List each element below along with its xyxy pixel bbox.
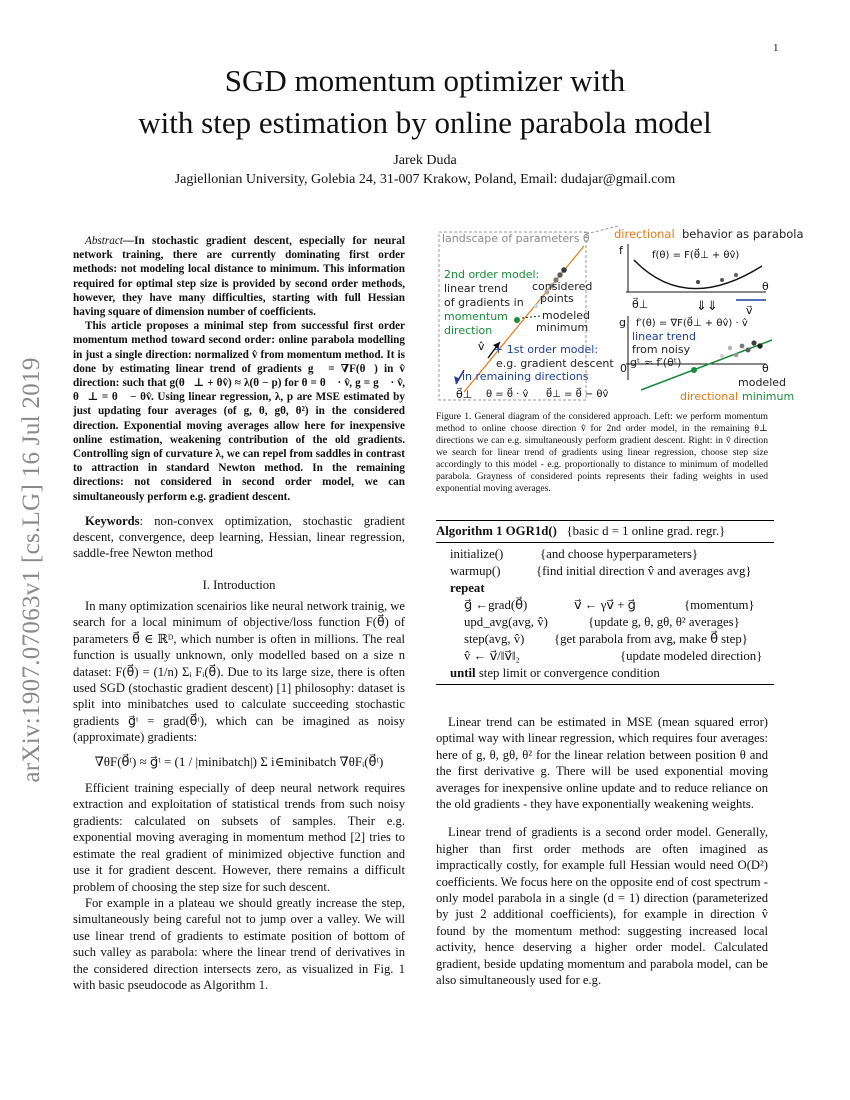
algo-line-initialize: initialize() {and choose hyperparameters} — [450, 547, 698, 561]
algo-line-step: step(avg, v̂) {get parabola from avg, make θ⃗ step} — [464, 632, 748, 646]
abstract-paragraph-1: —In stochastic gradient descent, especially for neural network training, there are currently dominating first order methods: not modeling local distance to minimum. This information required for optimal step size is provided by second order methods, however, they have many difficulties, starting with full Hessian having square of dimension number of coefficients. — [73, 235, 405, 319]
keywords-text: : non-convex optimization, stochastic gradient descent, convergence, deep learning, Hessian, linear regression, saddle-free Newton method — [73, 514, 405, 560]
second-order-line-2: linear trend — [444, 282, 508, 295]
considered-point — [561, 267, 567, 273]
landscape-label: landscape of parameters θ⃗ — [442, 232, 590, 245]
paper-title-line-1: SGD momentum optimizer with — [224, 63, 626, 98]
considered-label-2: points — [540, 292, 574, 305]
intro-paragraph-3: For example in a plateau we should greatly increase the step, simultaneously being careful not to jump over a valley. We will use linear trend of gradients to estimate position of bottom of such valley as parabola: where the linear trend of derivatives in the considered direction intersects zero, as visualized in Fig. 1 with basic pseudocode as Algorithm 1. — [73, 895, 405, 992]
direction-word: direction — [444, 324, 493, 337]
considered-label-1: considered — [532, 280, 593, 293]
right-paragraph-1: Linear trend can be estimated in MSE (mean squared error) optimal way with linear regression, which requires four averages: here of g, θ, gθ, θ² for the linear relation between position θ and the first derivative g. There will be used exponential moving averages for inexpensive online update and to reduce reliance on the old gradients - they have exponentially weakening weights. — [436, 715, 768, 812]
modeled-minimum-point — [514, 317, 520, 323]
parabola-point — [720, 278, 724, 282]
theta-perp-small: θ⃗⊥ — [632, 298, 649, 311]
directional-minimum-point — [691, 367, 697, 373]
linear-trend-label-1: linear trend — [632, 330, 696, 343]
intro-paragraph-2: Efficient training especially of deep neural network requires extraction and exploitation of statistical trends from such noisy gradients: calculated on subsets of samples. Their e.g. exponential moving averaging in momentum method [2] tries to estimate the real gradient of minimized objective function and use it for gradient descent. However, there remains a difficult problem of choosing the step size for such descent. — [73, 781, 405, 894]
theta-axis-label: θ — [762, 280, 769, 293]
intro-paragraph-1: In many optimization scenairios like neural network trainig, we search for a local minimum of objective/loss function F(θ⃗) of parameters θ⃗ ∈ ℝᴰ, which number is often in millions. The real function is usually unknown, only modelled based on a size n dataset: F(θ⃗) = (1/n) Σᵢ Fᵢ(θ⃗). Due to its large size, there is often used SGD (stochastic gradient descent) [1] philosophy: dataset is split into minibatches used to calculate succeeding stochastic gradients g⃗ᵗ = grad(θ⃗ᵗ), which can be imagined as noisy (approximate) gradients: — [73, 599, 405, 745]
right-paragraph-2: Linear trend of gradients is a second order model. Generally, higher than first order methods are often imagined as impractically costly, for example full Hessian would need O(D²) coefficients. We focus here on the opposite end of cost spectrum - only model parabola in a single (d = 1) direction (parameterized by just 2 additional coefficients), for example in direction v̂ found by the momentum method: suggesting increased local activity, hence deserving a higher order model. Calculated gradient, beside updating momentum and parabola model, can be also simultaneously used for e.g. — [436, 825, 768, 988]
gradient-point — [740, 344, 745, 349]
modeled-label-1: modeled — [542, 309, 591, 322]
abstract-paragraph-2: This article proposes a minimal step from successful first order momentum method toward second order: online parabola modelling in just a single direction: normalized v̂ from momentum method. It is done by estimating linear trend of gradients g⃗ = ∇F(θ⃗) in v̂ direction: such that g(θ⃗⊥ + θv̂) ≈ λ(θ − p) for θ = θ⃗ · v̂, g = g⃗ · v̂, θ⃗⊥ = θ⃗ − θv̂. Using linear regression, λ, p are MSE estimated by just updating four averages (of g, θ, gθ, θ²) in the considered direction. Exponential moving averages allow here for inexpensive online estimation, weakening contribution of the old gradients. Controlling sign of curvature λ, we can repel from saddles in contrast to attraction in standard Newton method. In the remaining directions: not considered in second order model, we can simultaneously perform e.g. gradient descent. — [73, 320, 405, 503]
section-heading: I. Introduction — [202, 578, 276, 592]
right-column-text — [436, 714, 768, 989]
v-vec-label: v⃗ — [746, 304, 753, 317]
theta-perp-label: θ⃗⊥ — [456, 388, 473, 401]
implication-arrows: ⇓⇓ — [696, 299, 718, 314]
parabola-curve — [634, 260, 762, 289]
second-order-title: 2nd order model: — [444, 268, 540, 281]
momentum-word: momentum — [444, 310, 508, 323]
affiliation: Jagiellonian University, Golebia 24, 31-007 Krakow, Poland, Email: dudajar@gmail.com — [174, 172, 676, 187]
theta-perp-definition: θ⃗⊥ = θ⃗ − θv̂ — [546, 389, 609, 400]
parabola-point — [696, 280, 700, 284]
page-number: 1 — [773, 42, 779, 54]
first-order-line-1: + 1st order model: — [494, 343, 599, 356]
gradient-point — [734, 353, 739, 358]
keywords — [73, 514, 405, 561]
first-order-line-2: e.g. gradient descent — [496, 357, 614, 370]
algo-line-warmup: warmup() {find initial direction v̂ and averages avg} — [450, 564, 752, 578]
g-axis-label: g — [619, 316, 626, 329]
f-formula: f(θ) = F(θ⃗⊥ + θv̂) — [652, 250, 740, 261]
algorithm-title: Algorithm 1 — [436, 524, 503, 538]
zero-label: 0 — [620, 362, 627, 375]
gradient-point — [728, 346, 732, 350]
directional-min-word: directional — [680, 390, 739, 403]
v-hat-label: v̂ — [478, 340, 485, 353]
considered-point — [557, 272, 562, 277]
gradient-equation: ∇θF(θ⃗ᵗ) ≈ g⃗ᵗ = (1 / |minibatch|) Σ i∈minibatch ∇θFᵢ(θ⃗ᵗ) — [94, 753, 384, 769]
algorithm-header — [436, 521, 774, 543]
modeled-directional-label: modeled — [738, 376, 787, 389]
gt-approx-label: gᵗ ≈ f′(θᵗ) — [630, 356, 682, 369]
abstract-label: Abstract — [85, 235, 123, 247]
algo-line-until: until step limit or convergence condition — [450, 666, 660, 680]
algo-line-normalize: v̂ ← v⃗/‖v⃗‖₂ {update modeled direction} — [464, 649, 763, 663]
abstract — [73, 234, 405, 504]
algorithm-name: OGR1d() — [505, 524, 557, 538]
theta-axis-label-bottom: θ — [762, 362, 769, 375]
introduction — [73, 598, 405, 993]
algorithm-comment: {basic d = 1 online grad. regr.} — [566, 524, 726, 538]
arxiv-stamp: arXiv:1907.07063v1 [cs.LG] 16 Jul 2019 — [18, 357, 45, 783]
considered-point — [534, 304, 538, 308]
gradient-point — [746, 348, 751, 353]
theta-definition: θ = θ⃗ · v̂ — [486, 389, 529, 400]
behavior-label: behavior as parabola — [682, 227, 804, 241]
modeled-label-2: minimum — [536, 321, 589, 334]
directional-word: directional — [614, 227, 675, 241]
paper-title-line-2: with step estimation by online parabola model — [138, 105, 712, 140]
algo-line-grad: g⃗ ←grad(θ⃗) v⃗ ← γv⃗ + g⃗ {momentum} — [464, 598, 755, 612]
keywords-label: Keywords — [85, 514, 140, 528]
algorithm-1 — [436, 520, 774, 685]
second-order-line-3: of gradients in — [444, 296, 524, 309]
algo-line-upd-avg: upd_avg(avg, v̂) {update g, θ, gθ, θ² averages} — [464, 615, 740, 629]
gradient-point — [720, 354, 724, 358]
f-axis-label: f — [619, 244, 623, 257]
g-formula: f′(θ) = ∇F(θ⃗⊥ + θv̂) · v̂ — [636, 318, 748, 329]
figure-1 — [436, 222, 804, 407]
author: Jarek Duda — [393, 153, 457, 168]
minimum-word: minimum — [742, 390, 795, 403]
parabola-point — [734, 273, 738, 277]
figure-caption: Figure 1. General diagram of the considered approach. Left: we perform momentum method to online choose direction v̂ for 2nd order model, in the remaining θ⊥ directions we can e.g. simultaneously perform gradient descent. Right: in v̂ direction we search for linear trend of gradients using linear regression, choose step size accordingly to this model - e.g. proportionally to distance to minimum of modelled parabola. Grayness of considered points represents their fading weights in used exponential moving averages. — [436, 411, 768, 494]
gradient-point — [751, 340, 756, 345]
linear-trend-label-2: from noisy — [632, 343, 691, 356]
algo-line-repeat: repeat — [450, 581, 485, 595]
gradient-point — [757, 343, 762, 348]
first-order-line-3: in remaining directions — [462, 370, 589, 383]
